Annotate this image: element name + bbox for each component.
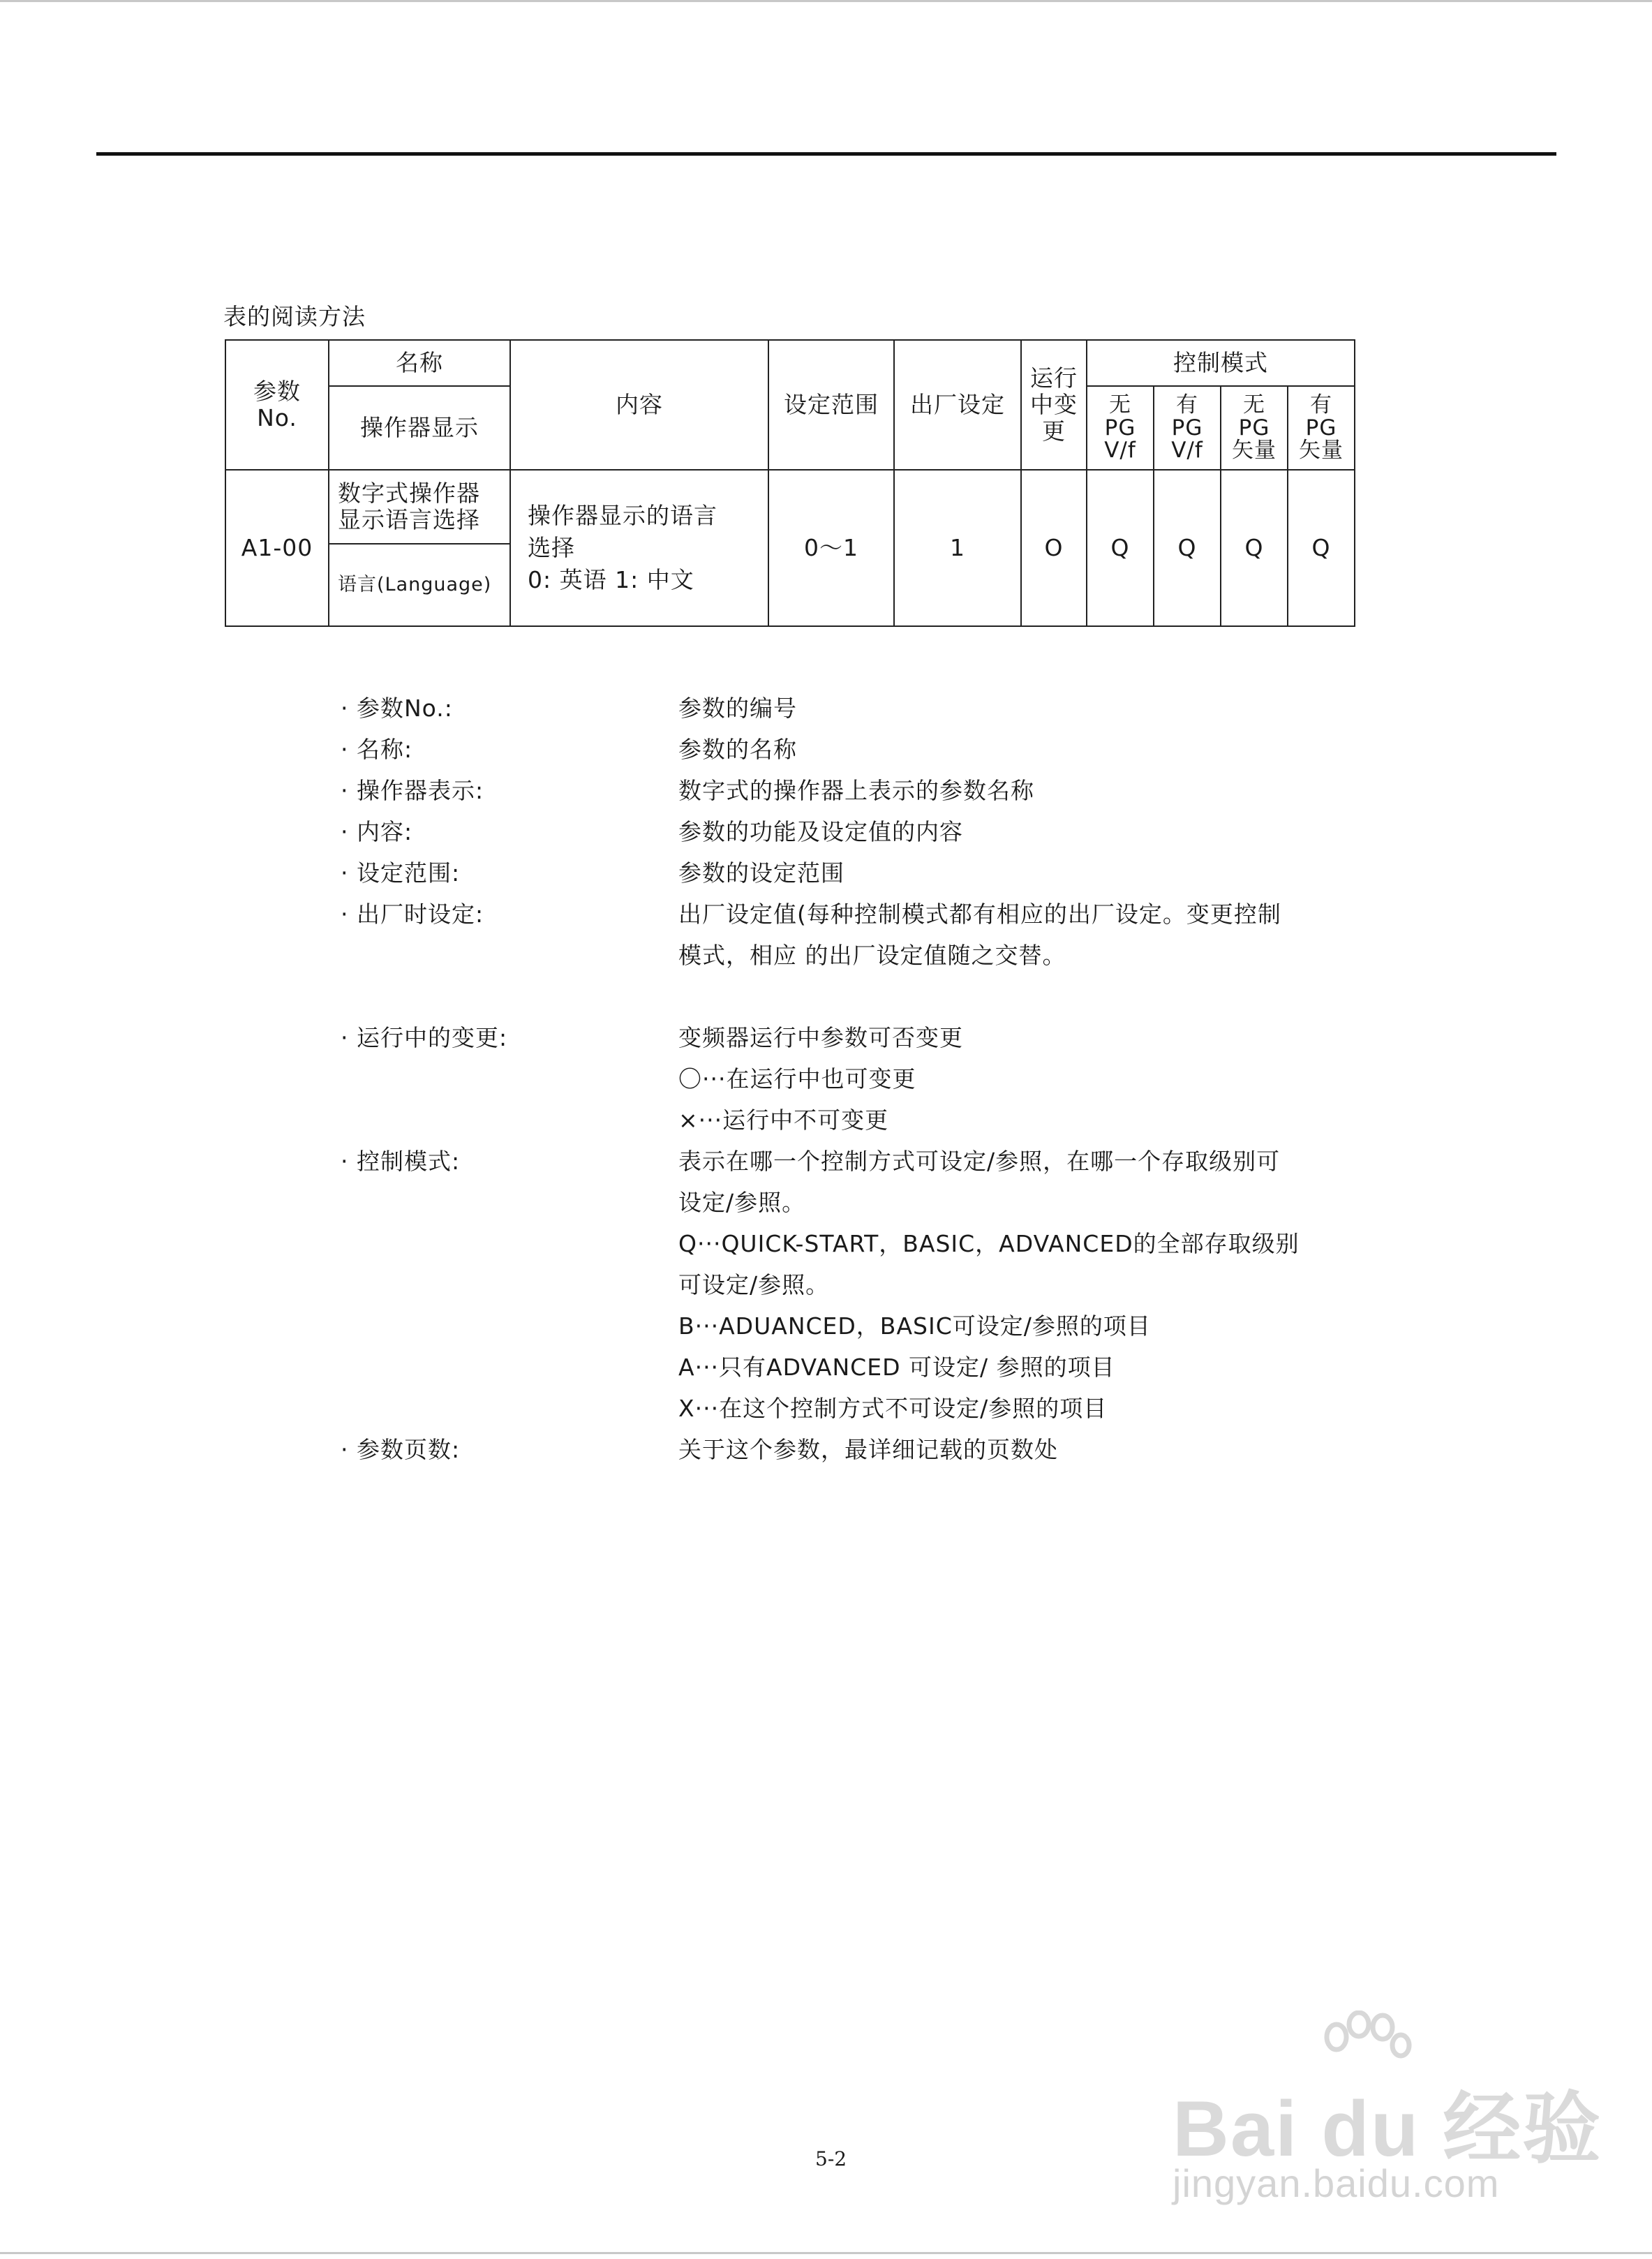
legend-item-running-change: · 运行中的变更: 变频器运行中参数可否变更 〇···在运行中也可变更 ×···运行中不可变更 [341, 1024, 963, 1134]
legend-item-control-mode: · 控制模式: 表示在哪一个控制方式可设定/参照，在哪一个存取级别可 设定/参照。 Q···QUICK-START，BASIC，ADVANCED的全部存取级别 可设定/参照。 B···ADUANCED，BASIC可设定/参照的项目 A···只有ADVANCED 可设定/ 参照的项目 X···在这个控制方式不可设定/参照的项目 [341, 1148, 1300, 1422]
cell-name: 数字式操作器 显示语言选择 [329, 470, 510, 544]
header-rule [96, 152, 1556, 156]
cell-mode-pg-vector: Q [1288, 470, 1355, 626]
legend-item-name: · 名称: 参数的名称 [341, 736, 797, 763]
header-operator-display: 操作器显示 [329, 386, 510, 470]
legend-item-page: · 参数页数: 关于这个参数，最详细记载的页数处 [341, 1436, 1058, 1463]
legend-item-operator-display: · 操作器表示: 数字式的操作器上表示的参数名称 [341, 777, 1034, 804]
data-row-top [225, 470, 1355, 544]
header-row-top [225, 340, 1355, 386]
header-mode-pg-vf: 有 PG V/f [1154, 386, 1221, 470]
legend-item-content: · 内容: 参数的功能及设定值的内容 [341, 818, 963, 845]
header-mode-no-pg-vf: 无 PG V/f [1087, 386, 1154, 470]
cell-mode-no-pg-vf: Q [1087, 470, 1154, 626]
cell-range: 0～1 [768, 470, 894, 626]
parameter-table [225, 339, 1355, 627]
cell-running-change: O [1021, 470, 1087, 626]
legend-spacer [341, 976, 1387, 1017]
cell-factory: 1 [894, 470, 1021, 626]
cell-mode-pg-vf: Q [1154, 470, 1221, 626]
header-range: 设定范围 [768, 340, 894, 470]
header-param-no: 参数 No. [225, 340, 329, 470]
cell-operator-display: 语言(Language) [329, 544, 510, 626]
bottom-edge-line [0, 2252, 1652, 2254]
table-caption: 表的阅读方法 [223, 303, 366, 330]
header-factory: 出厂设定 [894, 340, 1021, 470]
watermark-url: jingyan.baidu.com [1173, 2161, 1500, 2205]
legend-item-range: · 设定范围: 参数的设定范围 [341, 859, 844, 887]
header-running-change: 运行 中变 更 [1021, 340, 1087, 470]
legend-item-factory: · 出厂时设定: 出厂设定值(每种控制模式都有相应的出厂设定。变更控制 模式，相应 的出厂设定值随之交替。 [341, 901, 1281, 969]
header-mode-no-pg-vector: 无 PG 矢量 [1221, 386, 1288, 470]
header-name: 名称 [329, 340, 510, 386]
cell-content: 操作器显示的语言 选择 0: 英语 1: 中文 [510, 470, 768, 626]
legend-list [341, 688, 1387, 1470]
header-content: 内容 [510, 340, 768, 470]
baidu-watermark [1173, 2010, 1602, 2213]
header-mode-pg-vector: 有 PG 矢量 [1288, 386, 1355, 470]
legend-item-param-no: · 参数No.: 参数的编号 [341, 695, 797, 722]
cell-mode-no-pg-vector: Q [1221, 470, 1288, 626]
header-control-mode: 控制模式 [1087, 340, 1355, 386]
cell-param-no: A1-00 [225, 470, 329, 626]
page-number: 5-2 [815, 2147, 847, 2170]
watermark-brand: Bai du 经验 [1173, 2085, 1602, 2172]
top-edge-line [0, 0, 1652, 2]
